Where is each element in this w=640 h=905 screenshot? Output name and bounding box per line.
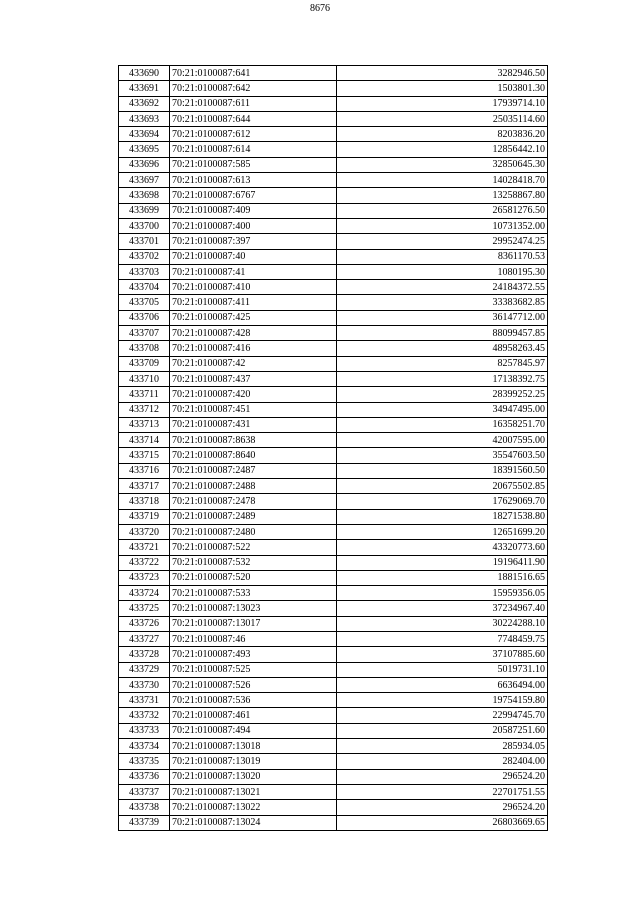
cadastral-value-cell: 8203836.20 bbox=[337, 127, 548, 142]
cadastral-number-cell: 70:21:0100087:525 bbox=[170, 662, 337, 677]
cadastral-number-cell: 70:21:0100087:410 bbox=[170, 280, 337, 295]
row-number-cell: 433697 bbox=[119, 173, 170, 188]
row-number-cell: 433720 bbox=[119, 524, 170, 539]
cadastral-number-cell: 70:21:0100087:409 bbox=[170, 203, 337, 218]
cadastral-value-cell: 8257845.97 bbox=[337, 356, 548, 371]
table-row bbox=[119, 417, 548, 432]
cadastral-value-cell: 7748459.75 bbox=[337, 631, 548, 646]
row-number-cell: 433715 bbox=[119, 448, 170, 463]
cadastral-number-cell: 70:21:0100087:611 bbox=[170, 96, 337, 111]
table-row bbox=[119, 570, 548, 585]
cadastral-number-cell: 70:21:0100087:641 bbox=[170, 66, 337, 81]
cadastral-value-cell: 8361170.53 bbox=[337, 249, 548, 264]
row-number-cell: 433692 bbox=[119, 96, 170, 111]
table-row bbox=[119, 433, 548, 448]
cadastral-number-cell: 70:21:0100087:425 bbox=[170, 310, 337, 325]
cadastral-value-cell: 6636494.00 bbox=[337, 677, 548, 692]
row-number-cell: 433694 bbox=[119, 127, 170, 142]
cadastral-value-cell: 5019731.10 bbox=[337, 662, 548, 677]
cadastral-number-cell: 70:21:0100087:46 bbox=[170, 631, 337, 646]
cadastral-number-cell: 70:21:0100087:40 bbox=[170, 249, 337, 264]
row-number-cell: 433699 bbox=[119, 203, 170, 218]
table-row bbox=[119, 723, 548, 738]
row-number-cell: 433733 bbox=[119, 723, 170, 738]
row-number-cell: 433709 bbox=[119, 356, 170, 371]
cadastral-number-cell: 70:21:0100087:411 bbox=[170, 295, 337, 310]
cadastral-number-cell: 70:21:0100087:13019 bbox=[170, 754, 337, 769]
row-number-cell: 433725 bbox=[119, 601, 170, 616]
cadastral-value-cell: 285934.05 bbox=[337, 739, 548, 754]
table-row bbox=[119, 448, 548, 463]
table-row bbox=[119, 601, 548, 616]
table-row bbox=[119, 341, 548, 356]
table-row bbox=[119, 647, 548, 662]
cadastral-number-cell: 70:21:0100087:532 bbox=[170, 555, 337, 570]
cadastral-number-cell: 70:21:0100087:2487 bbox=[170, 463, 337, 478]
table-row bbox=[119, 96, 548, 111]
cadastral-value-cell: 20587251.60 bbox=[337, 723, 548, 738]
cadastral-value-cell: 1881516.65 bbox=[337, 570, 548, 585]
table-row bbox=[119, 479, 548, 494]
cadastral-number-cell: 70:21:0100087:42 bbox=[170, 356, 337, 371]
row-number-cell: 433711 bbox=[119, 387, 170, 402]
row-number-cell: 433690 bbox=[119, 66, 170, 81]
table-row bbox=[119, 463, 548, 478]
cadastral-number-cell: 70:21:0100087:397 bbox=[170, 234, 337, 249]
cadastral-value-cell: 34947495.00 bbox=[337, 402, 548, 417]
cadastral-number-cell: 70:21:0100087:13020 bbox=[170, 769, 337, 784]
row-number-cell: 433710 bbox=[119, 371, 170, 386]
table-row bbox=[119, 387, 548, 402]
table-row bbox=[119, 402, 548, 417]
cadastral-value-cell: 13258867.80 bbox=[337, 188, 548, 203]
row-number-cell: 433701 bbox=[119, 234, 170, 249]
cadastral-value-cell: 29952474.25 bbox=[337, 234, 548, 249]
row-number-cell: 433729 bbox=[119, 662, 170, 677]
cadastral-value-cell: 12856442.10 bbox=[337, 142, 548, 157]
table-row bbox=[119, 631, 548, 646]
cadastral-number-cell: 70:21:0100087:13024 bbox=[170, 815, 337, 830]
table-row bbox=[119, 127, 548, 142]
cadastral-value-cell: 16358251.70 bbox=[337, 417, 548, 432]
table-row bbox=[119, 264, 548, 279]
row-number-cell: 433696 bbox=[119, 157, 170, 172]
cadastral-number-cell: 70:21:0100087:493 bbox=[170, 647, 337, 662]
cadastral-value-cell: 15959356.05 bbox=[337, 586, 548, 601]
row-number-cell: 433704 bbox=[119, 280, 170, 295]
row-number-cell: 433739 bbox=[119, 815, 170, 830]
table-row bbox=[119, 203, 548, 218]
table-row bbox=[119, 524, 548, 539]
cadastral-value-cell: 17138392.75 bbox=[337, 371, 548, 386]
cadastral-number-cell: 70:21:0100087:13018 bbox=[170, 739, 337, 754]
cadastral-number-cell: 70:21:0100087:13021 bbox=[170, 784, 337, 799]
row-number-cell: 433721 bbox=[119, 540, 170, 555]
table-row bbox=[119, 815, 548, 830]
cadastral-number-cell: 70:21:0100087:416 bbox=[170, 341, 337, 356]
cadastral-value-cell: 35547603.50 bbox=[337, 448, 548, 463]
cadastral-number-cell: 70:21:0100087:8638 bbox=[170, 433, 337, 448]
cadastral-value-cell: 26581276.50 bbox=[337, 203, 548, 218]
row-number-cell: 433728 bbox=[119, 647, 170, 662]
table-row bbox=[119, 295, 548, 310]
table-row bbox=[119, 509, 548, 524]
table-row bbox=[119, 356, 548, 371]
cadastral-value-cell: 14028418.70 bbox=[337, 173, 548, 188]
table-row bbox=[119, 326, 548, 341]
table-row bbox=[119, 249, 548, 264]
row-number-cell: 433736 bbox=[119, 769, 170, 784]
table-row bbox=[119, 540, 548, 555]
cadastral-value-cell: 1080195.30 bbox=[337, 264, 548, 279]
row-number-cell: 433712 bbox=[119, 402, 170, 417]
row-number-cell: 433695 bbox=[119, 142, 170, 157]
row-number-cell: 433706 bbox=[119, 310, 170, 325]
cadastral-number-cell: 70:21:0100087:2480 bbox=[170, 524, 337, 539]
cadastral-number-cell: 70:21:0100087:526 bbox=[170, 677, 337, 692]
table-row bbox=[119, 708, 548, 723]
cadastral-number-cell: 70:21:0100087:2488 bbox=[170, 479, 337, 494]
row-number-cell: 433734 bbox=[119, 739, 170, 754]
table-row bbox=[119, 494, 548, 509]
table-row bbox=[119, 234, 548, 249]
row-number-cell: 433727 bbox=[119, 631, 170, 646]
cadastral-number-cell: 70:21:0100087:614 bbox=[170, 142, 337, 157]
cadastral-number-cell: 70:21:0100087:461 bbox=[170, 708, 337, 723]
row-number-cell: 433700 bbox=[119, 218, 170, 233]
cadastral-value-cell: 19196411.90 bbox=[337, 555, 548, 570]
cadastral-value-cell: 37107885.60 bbox=[337, 647, 548, 662]
cadastral-value-cell: 42007595.00 bbox=[337, 433, 548, 448]
row-number-cell: 433724 bbox=[119, 586, 170, 601]
table-row bbox=[119, 280, 548, 295]
table-row bbox=[119, 754, 548, 769]
cadastral-value-cell: 37234967.40 bbox=[337, 601, 548, 616]
cadastral-number-cell: 70:21:0100087:431 bbox=[170, 417, 337, 432]
cadastral-value-cell: 18271538.80 bbox=[337, 509, 548, 524]
row-number-cell: 433718 bbox=[119, 494, 170, 509]
cadastral-number-cell: 70:21:0100087:8640 bbox=[170, 448, 337, 463]
cadastral-value-cell: 25035114.60 bbox=[337, 111, 548, 126]
cadastral-value-cell: 33383682.85 bbox=[337, 295, 548, 310]
table-row bbox=[119, 111, 548, 126]
cadastral-value-cell: 22994745.70 bbox=[337, 708, 548, 723]
cadastral-number-cell: 70:21:0100087:522 bbox=[170, 540, 337, 555]
cadastral-value-cell: 282404.00 bbox=[337, 754, 548, 769]
row-number-cell: 433703 bbox=[119, 264, 170, 279]
table-row bbox=[119, 310, 548, 325]
cadastral-value-cell: 32850645.30 bbox=[337, 157, 548, 172]
cadastral-value-cell: 19754159.80 bbox=[337, 693, 548, 708]
cadastral-value-cell: 22701751.55 bbox=[337, 784, 548, 799]
table-row bbox=[119, 784, 548, 799]
row-number-cell: 433705 bbox=[119, 295, 170, 310]
table-row bbox=[119, 586, 548, 601]
row-number-cell: 433730 bbox=[119, 677, 170, 692]
cadastral-value-cell: 26803669.65 bbox=[337, 815, 548, 830]
cadastral-number-cell: 70:21:0100087:612 bbox=[170, 127, 337, 142]
row-number-cell: 433726 bbox=[119, 616, 170, 631]
row-number-cell: 433737 bbox=[119, 784, 170, 799]
page-number: 8676 bbox=[310, 3, 330, 14]
table-row bbox=[119, 800, 548, 815]
cadastral-number-cell: 70:21:0100087:642 bbox=[170, 81, 337, 96]
cadastral-value-cell: 43320773.60 bbox=[337, 540, 548, 555]
table-row bbox=[119, 142, 548, 157]
table-row bbox=[119, 188, 548, 203]
table-row bbox=[119, 677, 548, 692]
cadastral-value-cell: 88099457.85 bbox=[337, 326, 548, 341]
cadastral-number-cell: 70:21:0100087:41 bbox=[170, 264, 337, 279]
row-number-cell: 433717 bbox=[119, 479, 170, 494]
cadastral-number-cell: 70:21:0100087:533 bbox=[170, 586, 337, 601]
row-number-cell: 433731 bbox=[119, 693, 170, 708]
cadastral-value-cell: 20675502.85 bbox=[337, 479, 548, 494]
cadastral-number-cell: 70:21:0100087:13022 bbox=[170, 800, 337, 815]
cadastral-number-cell: 70:21:0100087:585 bbox=[170, 157, 337, 172]
table-row bbox=[119, 662, 548, 677]
cadastral-value-cell: 296524.20 bbox=[337, 800, 548, 815]
row-number-cell: 433707 bbox=[119, 326, 170, 341]
cadastral-value-cell: 28399252.25 bbox=[337, 387, 548, 402]
table-row bbox=[119, 66, 548, 81]
row-number-cell: 433716 bbox=[119, 463, 170, 478]
table-row bbox=[119, 555, 548, 570]
table-row bbox=[119, 616, 548, 631]
cadastral-number-cell: 70:21:0100087:451 bbox=[170, 402, 337, 417]
table-row bbox=[119, 81, 548, 96]
row-number-cell: 433708 bbox=[119, 341, 170, 356]
cadastral-number-cell: 70:21:0100087:2489 bbox=[170, 509, 337, 524]
cadastral-value-cell: 17629069.70 bbox=[337, 494, 548, 509]
table-row bbox=[119, 173, 548, 188]
cadastral-value-cell: 24184372.55 bbox=[337, 280, 548, 295]
table-row bbox=[119, 371, 548, 386]
row-number-cell: 433719 bbox=[119, 509, 170, 524]
cadastral-number-cell: 70:21:0100087:400 bbox=[170, 218, 337, 233]
cadastral-number-cell: 70:21:0100087:420 bbox=[170, 387, 337, 402]
cadastral-number-cell: 70:21:0100087:520 bbox=[170, 570, 337, 585]
cadastral-value-cell: 17939714.10 bbox=[337, 96, 548, 111]
table-row bbox=[119, 769, 548, 784]
cadastral-number-cell: 70:21:0100087:13023 bbox=[170, 601, 337, 616]
cadastral-value-table bbox=[118, 65, 548, 831]
cadastral-value-cell: 48958263.45 bbox=[337, 341, 548, 356]
table-row bbox=[119, 739, 548, 754]
row-number-cell: 433722 bbox=[119, 555, 170, 570]
row-number-cell: 433735 bbox=[119, 754, 170, 769]
row-number-cell: 433723 bbox=[119, 570, 170, 585]
row-number-cell: 433693 bbox=[119, 111, 170, 126]
cadastral-number-cell: 70:21:0100087:536 bbox=[170, 693, 337, 708]
table-body bbox=[119, 66, 548, 831]
row-number-cell: 433732 bbox=[119, 708, 170, 723]
cadastral-number-cell: 70:21:0100087:13017 bbox=[170, 616, 337, 631]
cadastral-number-cell: 70:21:0100087:644 bbox=[170, 111, 337, 126]
cadastral-number-cell: 70:21:0100087:494 bbox=[170, 723, 337, 738]
cadastral-value-cell: 18391560.50 bbox=[337, 463, 548, 478]
table-row bbox=[119, 218, 548, 233]
cadastral-number-cell: 70:21:0100087:2478 bbox=[170, 494, 337, 509]
cadastral-value-cell: 3282946.50 bbox=[337, 66, 548, 81]
cadastral-value-cell: 30224288.10 bbox=[337, 616, 548, 631]
cadastral-number-cell: 70:21:0100087:6767 bbox=[170, 188, 337, 203]
cadastral-number-cell: 70:21:0100087:613 bbox=[170, 173, 337, 188]
cadastral-number-cell: 70:21:0100087:437 bbox=[170, 371, 337, 386]
cadastral-value-cell: 1503801.30 bbox=[337, 81, 548, 96]
row-number-cell: 433738 bbox=[119, 800, 170, 815]
cadastral-value-cell: 296524.20 bbox=[337, 769, 548, 784]
table-row bbox=[119, 157, 548, 172]
row-number-cell: 433698 bbox=[119, 188, 170, 203]
table-row bbox=[119, 693, 548, 708]
cadastral-value-cell: 12651699.20 bbox=[337, 524, 548, 539]
row-number-cell: 433713 bbox=[119, 417, 170, 432]
row-number-cell: 433691 bbox=[119, 81, 170, 96]
cadastral-value-cell: 36147712.00 bbox=[337, 310, 548, 325]
cadastral-number-cell: 70:21:0100087:428 bbox=[170, 326, 337, 341]
row-number-cell: 433714 bbox=[119, 433, 170, 448]
row-number-cell: 433702 bbox=[119, 249, 170, 264]
cadastral-value-cell: 10731352.00 bbox=[337, 218, 548, 233]
